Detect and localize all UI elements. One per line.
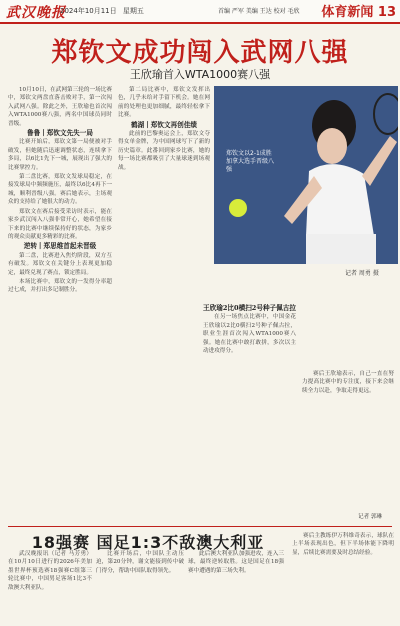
paragraph: 在另一场焦点比赛中，中国金花王欣瑜以2比0横扫2号种子佩古拉，职业生涯首次闯入WTA1000赛八强。她在比赛中敢打敢拼，多次以主动进攻得分。 [203,314,296,355]
newspaper-logo: 武汉晚报 [6,5,66,21]
editor-credits: 首编 严军 美编 王达 校对 毛欣 [218,8,300,15]
sub-headline: 王欣瑜首入WTA1000赛八强 [129,68,271,81]
photo-caption: 郑钦文以2-1成胜加拿大选手晋级八强 [226,150,275,173]
paragraph: 赛后王欣瑜表示，自己一直在努力提高比赛中的专注度，接下来会继续全力以赴，争取走得更远。 [302,371,394,394]
page-number: 13 [377,5,396,20]
paragraph: 武汉晚报讯（记者 马芳勇）在10月10日进行的2026年美加墨世界杯预选赛18强赛C组第三轮比赛中，中国男足客场1比3不敌澳大利亚队。 [8,551,92,591]
section-subheading: 鹤湖丨郑钦文再创佳绩 [131,120,197,129]
paragraph: 此前的巴黎奥运会上，郑钦文夺得女单金牌，为中国网球写下了新的历史篇章。此番回到家乡比赛，她的每一场比赛都吸引了大量球迷到场观战。 [118,131,210,171]
paragraph: 郑钦文在赛后接受采访时表示，能在家乡武汉闯入八强非常开心，她希望在接下来的比赛中继续保持好的状态，为家乡的观众贡献更多精彩的比赛。 [8,208,112,240]
paragraph: 第二盘比赛，郑钦文发球局稳定，在接发球局中频频施压，最终以6比4再下一城，顺利晋级八强。赛后她表示，主场观众的支持给了她很大的动力。 [8,174,112,206]
paragraph: 此后澳大利亚队加强进攻，连入三球，最终逆转取胜。这是国足在18强赛中遭遇的第三场失利。 [188,551,284,574]
section-title: 体育新闻 [321,5,374,20]
section-subheading: 逆转丨郑思维首起未晋级 [23,242,97,251]
paragraph: 比赛开始后，郑钦文第一局便被对手破发，但她随后迅速调整状态，连续拿下多局，以6比1先下一城，展现出了强大的比赛掌控力。 [8,139,112,171]
article-column-2 [118,86,210,520]
masthead-rule [0,22,400,24]
paragraph: 第二局比赛中，郑钦文发挥出色，几乎未给对手留下机会。她在网前的处理也更加细腻，最终轻松拿下比赛。 [118,87,210,119]
bottom-headline: 18强赛 国足1:3不敌澳大利亚 [31,533,265,552]
paragraph: 比赛开场后，中国队主动压迫，第20分钟，谢文能接到传中破门得分，帮助中国队取得领先。 [96,551,184,574]
paragraph: 10月10日，在武网第三轮的一场比赛中，郑钦文两盘直落击败对手，第一次闯入武网八强。除此之外，王欣瑜也首次闯入WTA1000赛八强，两名中国球员同时晋级。 [8,87,112,127]
photo-illustration [214,86,398,264]
bottom-column-2 [96,550,184,624]
photo-credit: 记者 周勇 摄 [345,270,379,277]
dateline [60,6,148,16]
article-column-4 [302,370,394,520]
section-subheading: 王欣瑜2比0横扫2号种子佩古拉 [203,304,296,312]
byline: 记者 郭琳 [358,514,383,520]
bottom-column-4 [292,532,394,624]
issue-weekday: 星期五 [122,7,144,15]
article-column-1 [8,86,112,520]
paragraph: 第二盘，比赛进入焦灼阶段，双方互有破发。郑钦文在关键分上表现更加稳定，最终兑现了赛点，锁定胜局。 [8,252,112,276]
article-column-3 [203,304,296,520]
paragraph: 赛后主教练伊万科维奇表示，球队在上半场表现出色，但下半场体能下降明显，后续比赛需要及时总结经验。 [292,533,394,556]
bottom-column-3 [188,550,284,624]
issue-date: 2024年10月11日 [60,7,117,15]
main-photo-tennis-player [214,86,398,264]
main-headline: 郑钦文成功闯入武网八强 [51,38,349,68]
bottom-column-1 [8,550,92,624]
section-subheading: 鲁鲁丨郑钦文先失一局 [27,129,93,138]
story-divider [8,526,392,527]
masthead [0,0,400,22]
section-header [321,1,396,20]
paragraph: 本场比赛中，郑钦文的一发得分率超过七成，并打出多记制胜分。 [8,278,112,294]
